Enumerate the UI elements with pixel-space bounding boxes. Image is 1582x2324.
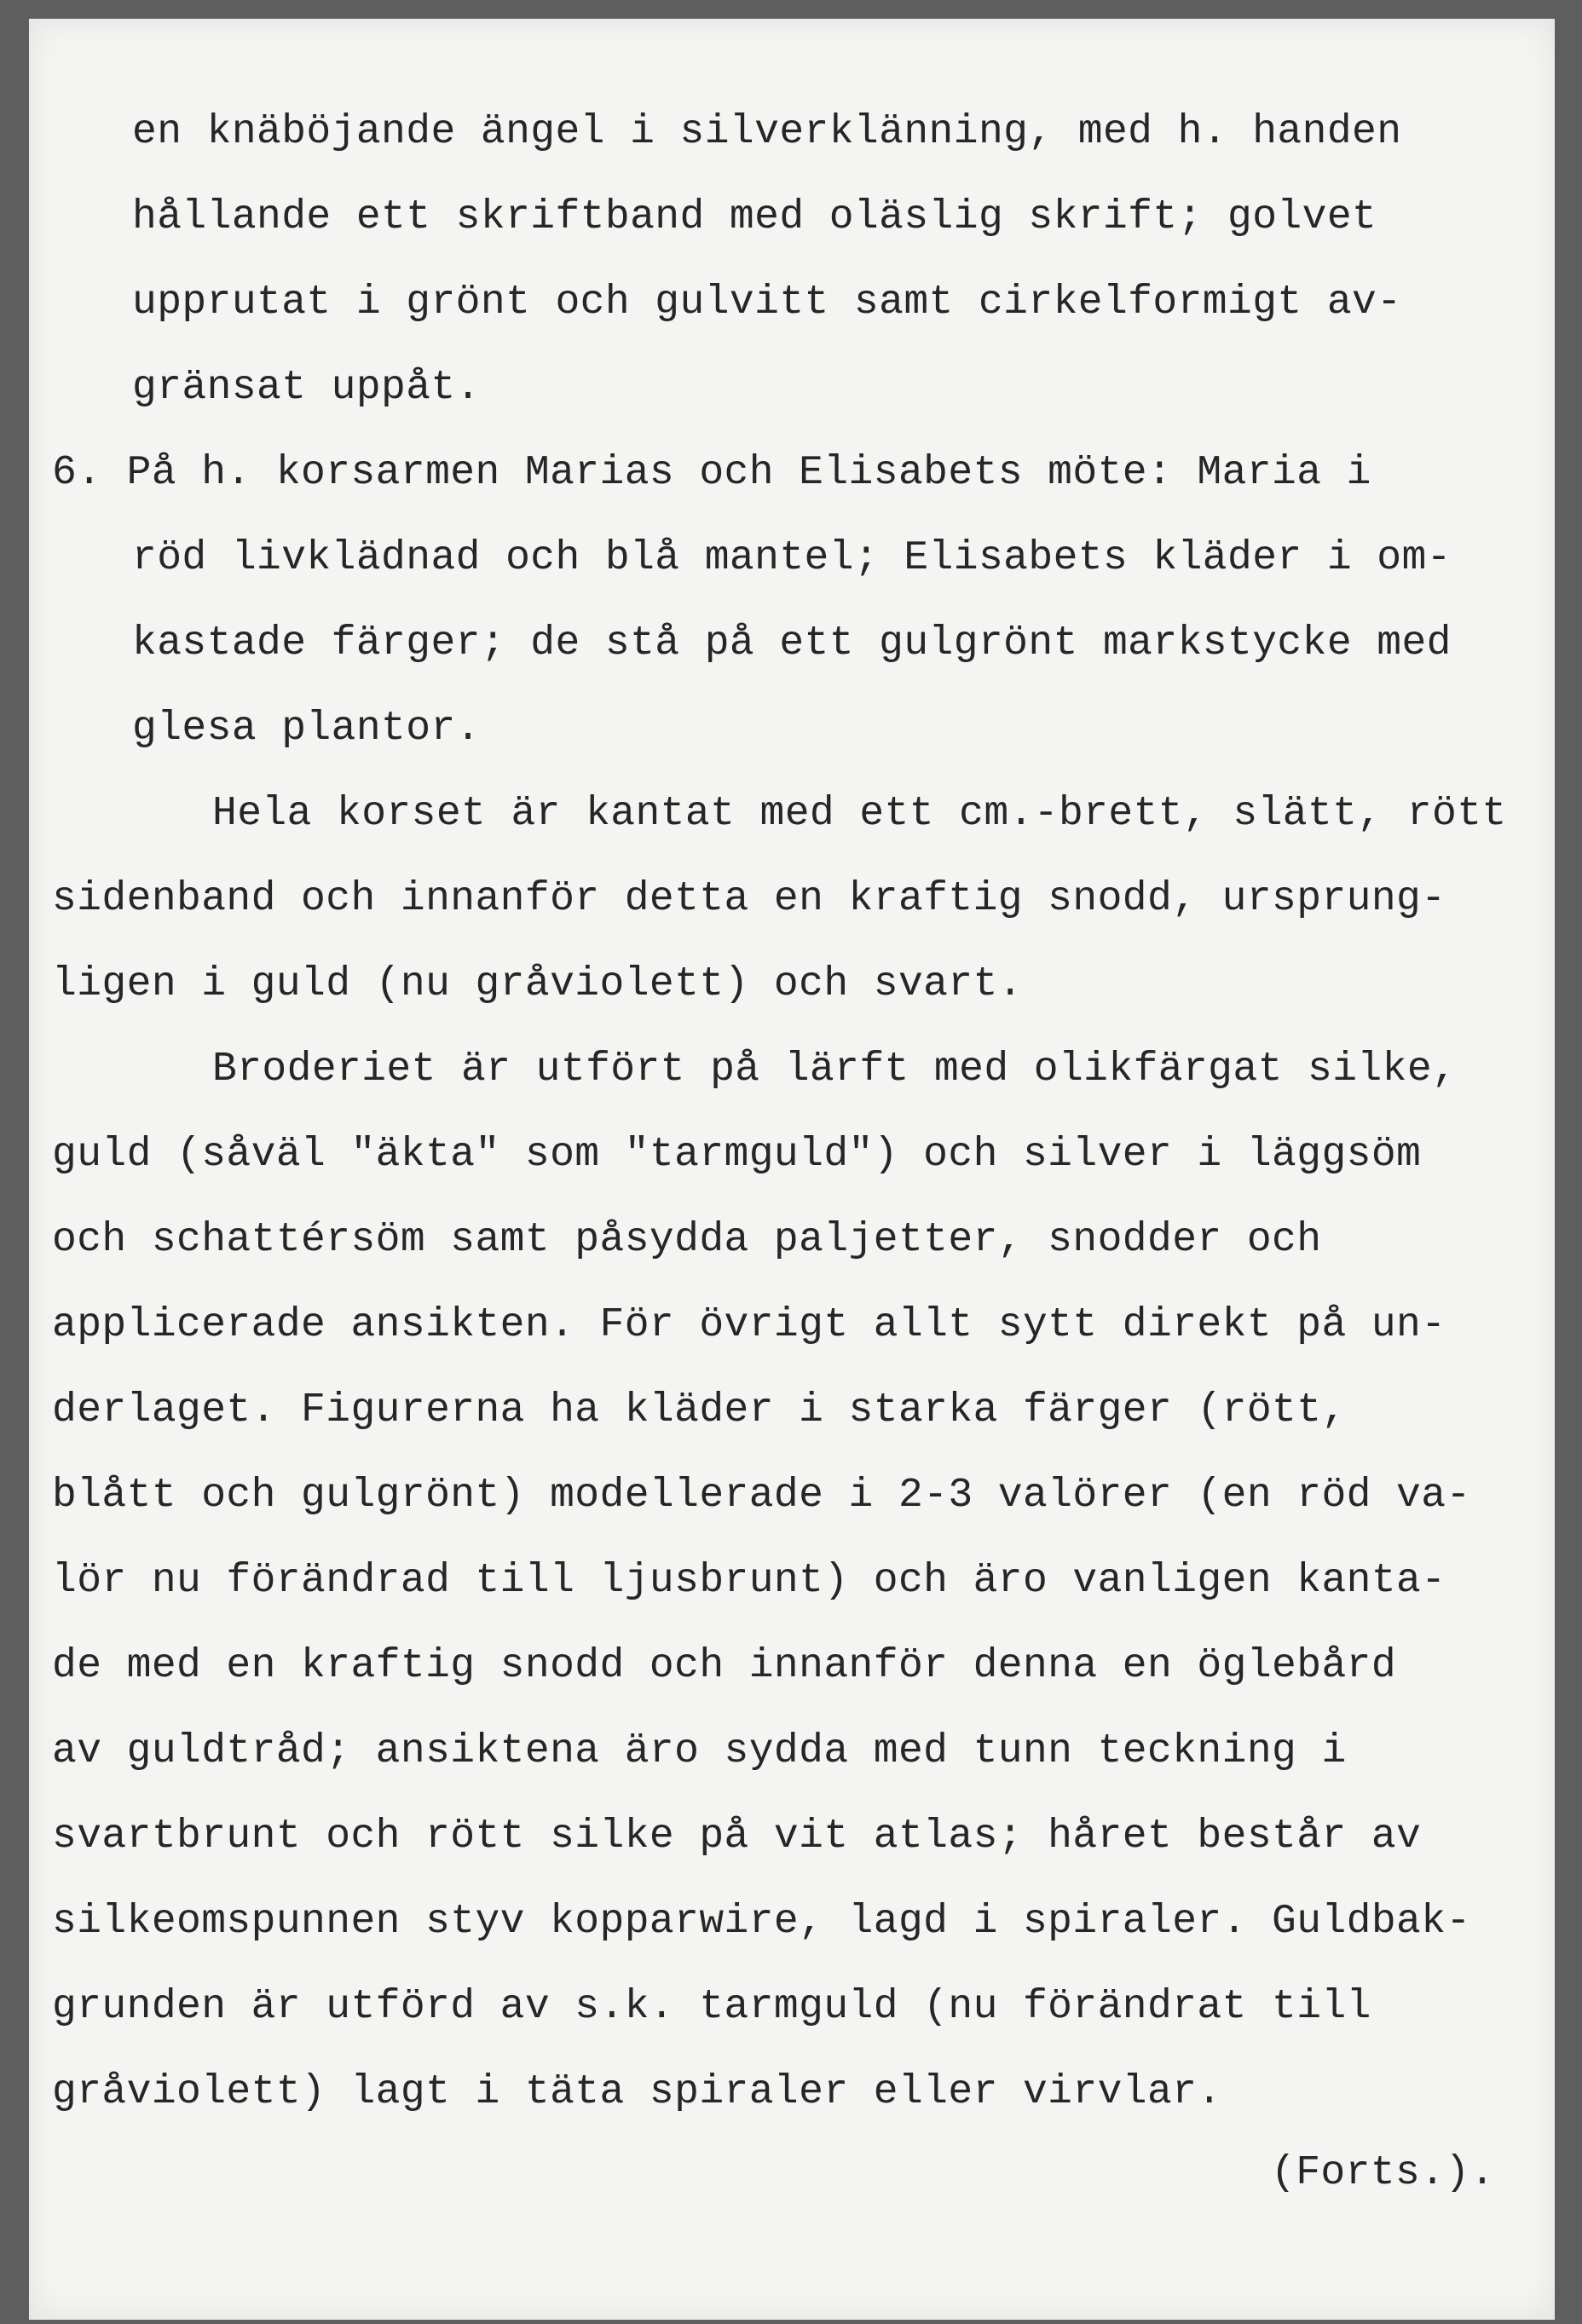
text-line: derlaget. Figurerna ha kläder i starka färger (rött, — [52, 1387, 1347, 1433]
text-line: och schattérsöm samt påsydda paljetter, snodder och — [52, 1217, 1322, 1263]
text-line: sidenband och innanför detta en kraftig snodd, ursprung- — [52, 876, 1446, 922]
text-line: grunden är utförd av s.k. tarmguld (nu förändrat till — [52, 1984, 1371, 2030]
text-line: hållande ett skriftband med oläslig skrift; golvet — [132, 194, 1377, 240]
text-line: gränsat uppåt. — [132, 365, 481, 411]
text-line: en knäböjande ängel i silverklänning, med h. handen — [132, 109, 1402, 155]
text-line: upprutat i grönt och gulvitt samt cirkelformigt av- — [132, 280, 1402, 326]
paper-sheet — [29, 19, 1555, 2320]
text-line: silkeomspunnen styv kopparwire, lagd i spiraler. Guldbak- — [52, 1899, 1471, 1945]
text-line: gråviolett) lagt i täta spiraler eller virvlar. — [52, 2069, 1222, 2115]
text-line: lör nu förändrad till ljusbrunt) och äro vanligen kanta- — [52, 1558, 1446, 1604]
text-line: de med en kraftig snodd och innanför denna en öglebård — [52, 1643, 1397, 1689]
text-line: röd livklädnad och blå mantel; Elisabets kläder i om- — [132, 535, 1452, 581]
text-line: av guldtråd; ansiktena äro sydda med tunn teckning i — [52, 1728, 1347, 1774]
text-line: 6. På h. korsarmen Marias och Elisabets möte: Maria i — [52, 450, 1371, 496]
text-line: blått och gulgrönt) modellerade i 2-3 valörer (en röd va- — [52, 1473, 1471, 1519]
text-line: glesa plantor. — [132, 706, 481, 752]
text-line: applicerade ansikten. För övrigt allt sytt direkt på un- — [52, 1302, 1446, 1348]
text-line: Hela korset är kantat med ett cm.-brett, slätt, rött — [212, 791, 1507, 837]
continued-note: (Forts.). — [1271, 2150, 1495, 2196]
text-line: kastade färger; de stå på ett gulgrönt markstycke med — [132, 620, 1452, 666]
text-line: guld (såväl "äkta" som "tarmguld") och silver i läggsöm — [52, 1132, 1422, 1178]
text-line: svartbrunt och rött silke på vit atlas; håret består av — [52, 1814, 1422, 1860]
text-line: Broderiet är utfört på lärft med olikfärgat silke, — [212, 1047, 1458, 1093]
text-line: ligen i guld (nu gråviolett) och svart. — [52, 961, 1023, 1007]
